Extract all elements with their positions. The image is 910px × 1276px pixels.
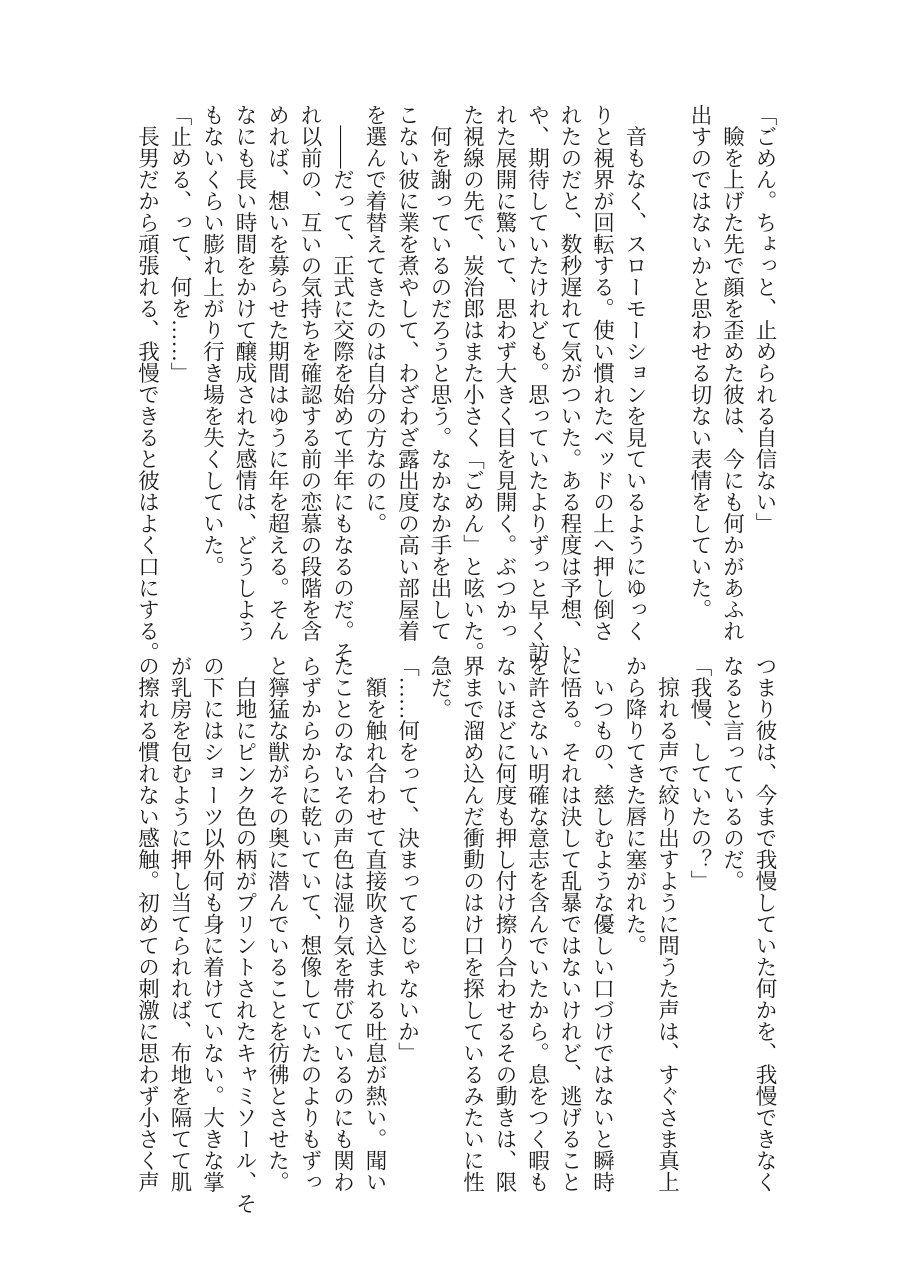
text-line: 何を謝っているのだろうと思う。なかなか手を出して — [428, 104, 452, 642]
text-line: なると言っているのだ。 — [720, 655, 745, 892]
text-line: ——だって、正式に交際を始めて半年にもなるのだ。そ — [330, 104, 355, 663]
text-line: た視線の先で、炭治郎はまた小さく「ごめん」と呟いた。 — [460, 104, 485, 663]
text-line: 急だ。 — [428, 655, 452, 720]
text-line: れた展開に驚いて、思わず大きく目を見開く。ぶつかっ — [493, 104, 517, 642]
text-line: から降りてきた唇に塞がれた。 — [623, 655, 647, 956]
text-line: らずからからに乾いていて、想像していたのよりもずっ — [298, 655, 322, 1193]
lower-text-block — [129, 655, 781, 1214]
text-line: いつもの、慈しむような優しい口づけではないと瞬時 — [590, 655, 615, 1193]
text-line: 長男だから頑張れる、我慢できると彼はよく口にする。 — [135, 104, 160, 663]
text-line: つまり彼は、今まで我慢していた何かを、我慢できなく — [753, 655, 777, 1193]
text-line: や、期待していたけれども。思っていたよりずっと早く訪 — [525, 104, 550, 663]
text-line: の擦れる慣れない感触。初めての刺激に思わず小さく声 — [135, 655, 160, 1193]
text-line: 「我慢、していたの？」 — [688, 655, 712, 892]
text-line: めれば、想いを募らせた期間はゆうに年を超える。そん — [265, 104, 290, 642]
text-line: を選んで着替えてきたのは自分の方なのに。 — [363, 104, 387, 534]
text-line: 音もなく、スローモーションを見ているようにゆっく — [623, 104, 647, 642]
text-line: こない彼に業を煮やして、わざわざ露出度の高い部屋着 — [395, 104, 420, 642]
blank-line — [651, 104, 684, 629]
text-line: を許さない明確な意志を含んでいたから。息をつく暇も — [525, 655, 550, 1193]
text-line: に悟る。それは決して乱暴ではないけれど、逃げること — [558, 655, 582, 1193]
upper-text-block — [129, 104, 781, 663]
text-line: りと視界が回転する。使い慣れたベッドの上へ押し倒さ — [590, 104, 615, 642]
text-line: が乳房を包むように押し当てられれば、布地を隔てて肌 — [168, 655, 192, 1193]
text-line: 白地にピンク色の柄がプリントされたキャミソール、そ — [233, 655, 257, 1214]
text-line: と獰猛な獣がその奥に潜んでいることを彷彿とさせた。 — [265, 655, 290, 1193]
text-line: なにも長い時間をかけて醸成された感情は、どうしよう — [233, 104, 257, 642]
text-line: もないくらい膨れ上がり行き場を失くしていた。 — [200, 104, 225, 577]
text-line: 「ごめん。ちょっと、止められる自信ない」 — [753, 104, 777, 534]
text-line: 「止める、って、何を……」 — [168, 104, 192, 384]
text-line: 掠れる声で絞り出すように問うた声は、すぐさま真上 — [655, 655, 680, 1193]
text-line: 瞼を上げた先で顔を歪めた彼は、今にも何かがあふれ — [720, 104, 745, 642]
text-line: 額を触れ合わせて直接吹き込まれる吐息が熱い。聞い — [363, 655, 387, 1193]
text-line: 界まで溜め込んだ衝動のはけ口を探しているみたいに性 — [460, 655, 485, 1193]
text-line: ないほどに何度も押し付け擦り合わせるその動きは、限 — [493, 655, 517, 1193]
text-line: れたのだと、数秒遅れて気がついた。ある程度は予想、い — [558, 104, 582, 663]
text-line: の下にはショーツ以外何も身に着けていない。大きな掌 — [200, 655, 225, 1193]
text-line: れ以前の、互いの気持ちを確認する前の恋慕の段階を含 — [298, 104, 322, 642]
text-line: 出すのではないかと思わせる切ない表情をしていた。 — [688, 104, 712, 620]
text-line: 「……何をって、決まってるじゃないか」 — [395, 655, 420, 1064]
text-line: たことのないその声色は湿り気を帯びているのにも関わ — [330, 655, 355, 1193]
